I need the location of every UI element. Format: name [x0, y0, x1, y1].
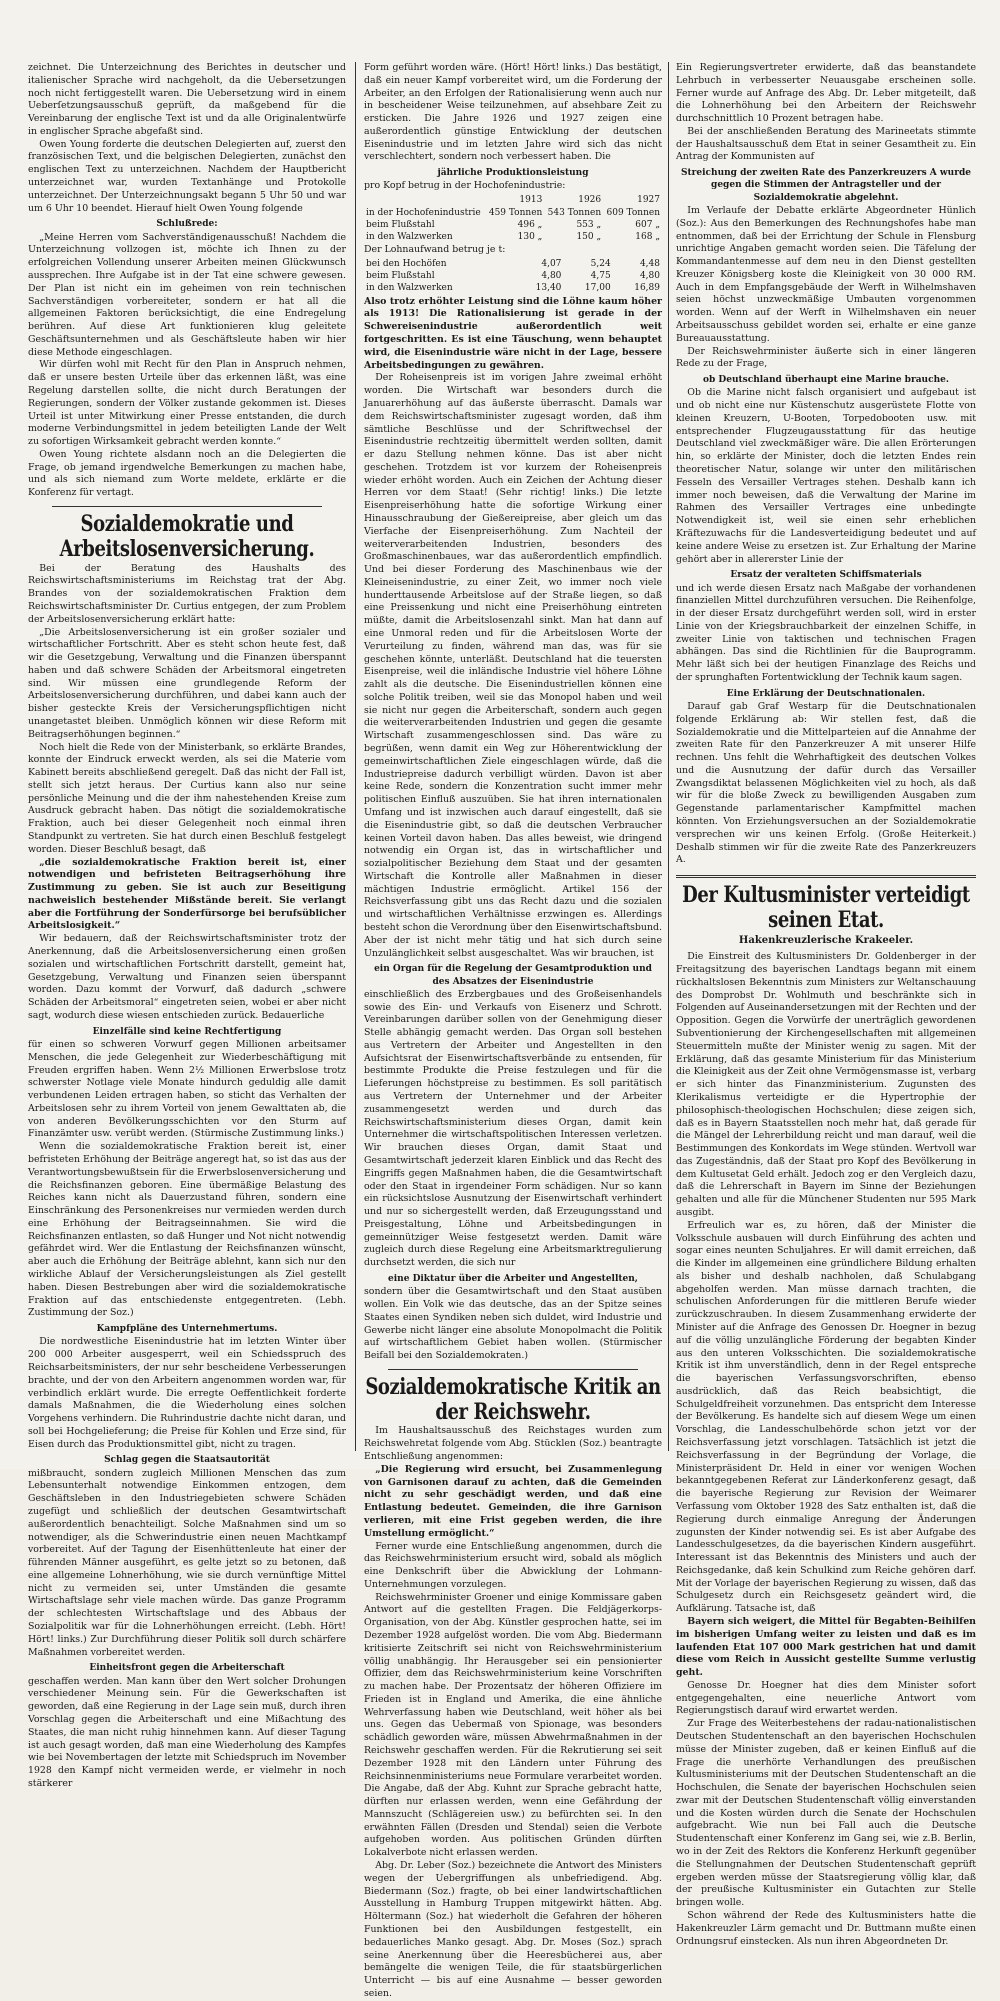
headline: Sozialdemokratie und Arbeitslosenversicherung. [59, 510, 315, 562]
table-header-cell: 1927 [637, 195, 660, 206]
table-cell: 459 Tonnen [488, 207, 543, 218]
table-cell: 607 „ [635, 219, 660, 230]
article-paragraph: Wir bedauern, daß der Reichswirtschaftsminister trotz der Anerkennung, daß die Arbeitslosenversicherung einen großen sozialen und wirtschaftlichen Fortschritt darstellt, gemeint hat, Gesetzgebung, Verwaltung und Finanzen seien überspannt worden. Dazu kommt der Vorwurf, daß dadurch „schwere Schäden der Arbeitsmoral“ eingetreten seien, wobei er aber nicht sagt, wodurch diese wiesen entschieden zurück. Bedauerliche [28, 933, 346, 1021]
article-paragraph: Ferner wurde eine Entschließung angenommen, durch die das Reichswehrministerium ersucht wird, sobald als möglich eine Denkschrift über die Abwicklung der Lohmann-Unternehmungen vorzulegen. [364, 1540, 662, 1590]
table-cell: 17,00 [584, 283, 611, 294]
table-row [364, 219, 662, 231]
table-header-row [364, 194, 662, 206]
table-cell: 553 „ [576, 219, 602, 230]
table-cell: 4,80 [541, 271, 562, 282]
subheading: ob Deutschland überhaupt eine Marine brauche. [703, 375, 949, 386]
subheading: jährliche Produktionsleistung [437, 168, 589, 179]
article-paragraph: Bei der anschließenden Beratung des Marineetats stimmte der Haushaltsausschuß dem Etat in seiner Gesamtheit zu. Ein Antrag der Kommunisten auf [676, 125, 976, 163]
article-paragraph: Also trotz erhöhter Leistung sind die Löhne kaum höher als 1913! Die Rationalisierung ist gerade in der Schwereisenindustrie außerordentlich weit fortgeschritten. Es ist eine Täuschung, wenn behauptet wird, die Eisenindustrie wäre nicht in der Lage, bessere Arbeitsbedingungen zu gewähren. [364, 295, 662, 371]
subheading: Streichung der zweiten Rate des Panzerkreuzers A wurde gegen die Stimmen der Antragsteller und der Sozialdemokratie abgelehnt. [681, 168, 971, 203]
article-paragraph: Noch hielt die Rede von der Ministerbank, so erklärte Brandes, konnte der Eindruck erweckt werden, als sei die Materie vom Kabinett bereits abschließend geregelt. Daß das nicht der Fall ist, stellt sich jetzt heraus. Der Curtius kann also nur seine persönliche Meinung und die der ihm nahestehenden Kreise zum Ausdruck gebracht haben. Das nötigt die sozialdemokratische Fraktion, auch bei dieser Gelegenheit noch einmal ihren Standpunkt zu vertreten. Sie hat durch einen Beschluß festgelegt worden. Dieser Beschluß besagt, daß [28, 741, 346, 855]
article-paragraph: Der Lohnaufwand betrug je t: [364, 244, 506, 256]
article-paragraph: Owen Young richtete alsdann noch an die Delegierten die Frage, ob jemand irgendwelche Bemerkungen zu machen habe, und als sich niemand zum Worte meldete, erklärte er die Konferenz für vertagt. [28, 448, 346, 499]
article-paragraph: „Meine Herren vom Sachverständigenausschuß! Nachdem die Unterzeichnung vollzogen ist, möchte ich Ihnen zu der erfolgreichen Vollendung unserer Arbeiten meinen Glückwunsch aussprechen. Ihre Aufgabe ist in der Tat eine schwere gewesen. Der Plan ist nicht ein im geheimen von rein technischen Sachverständigen vorbereiteter, sondern er hat all die allgemeinen Faktoren berücksichtigt, die eine Endregelung berühren. Auf diese Art funktionieren klug geleitete Geschäftsunternehmen und als Geschäftsleute haben wir hier diese Methode eingeschlagen. [28, 231, 346, 358]
headline: Der Kultusminister verteidigt seinen Etat. [682, 881, 970, 933]
subheading: ein Organ für die Regelung der Gesamtproduktion und des Absatzes der Eisenindustrie [374, 964, 652, 987]
column-3 [676, 62, 976, 1947]
article-paragraph: Ein Regierungsvertreter erwiderte, daß das beanstandete Lehrbuch in verbesserter Neuausgabe erscheinen solle. Ferner wurde auf Anfrage des Abg. Dr. Leber mitgeteilt, daß die Lohnerhöhung bei den Arbeitern der Reichswehr durchschnittlich 10 Prozent betragen habe. [676, 62, 976, 125]
table-row [364, 258, 662, 270]
subheadline: Hakenkreuzlerische Krakeeler. [738, 934, 914, 946]
article-paragraph: „Die Arbeitslosenversicherung ist ein großer sozialer und wirtschaftlicher Fortschritt. Aber es steht schon heute fest, daß wir die Gesetzgebung, Verwaltung und die Finanzen überspannt haben und daß schwere Schäden der Arbeitsmoral eingetreten sind. Wir müssen eine grundlegende Reform der Arbeitslosenversicherung durchführen, und dabei kann auch der bisher gesteckte Kreis der Versicherungspflichtigen nicht unangetastet bleiben. Unmöglich können wir diese Reform mit Beitragserhöhungen beginnen.“ [28, 626, 346, 740]
table-cell: in den Walzwerken [366, 283, 453, 294]
article-paragraph: Die Einstreit des Kultusministers Dr. Goldenberger in der Freitagsitzung des bayerischen Landtags begann mit einem rückhaltslosen Bekenntnis zum Ministers zur Weltanschauung des Domprobst Dr. Wohlmuth und beschränkte sich in Folgenden auf Auseinandersetzungen mit der Rechten und der Opposition. Gegen die Vorwürfe der unerträglich gewordenen Subventionierung der Kirchengesellschaften mit allgemeinen Steuermitteln mußte der Minister wenig zu sagen. Mit der Erklärung, daß das gesamte Ministerium für das Ministerium die Kleinigkeit aus der Zeit ohne Vermögensmasse ist, verbarg er sich hinter das Finanzministerium. Zugunsten des Klerikalismus verteidigte er die Hypertrophie der philosophisch-theologischen Hochschulen; diese zeigen sich, daß es in Bayern Staatsstellen noch mehr hat, daß gerade für die Mängel der Lehrerbildung reicht und man darauf, weil die Bestimmungen des Konkordats im Wege stünden. Wertvoll war das Zugeständnis, daß der Staat pro Kopf des Bevölkerung in dem Kultusetat Geld erhält. Jedoch zog er den Vergleich dazu, daß die Lehrerschaft in Bayern im Sinne der Beziehungen gehalten und alle für die Münchener Studenten nur 595 Mark ausgibt. [676, 951, 976, 1218]
table-cell: 168 „ [635, 231, 660, 242]
article-paragraph: einschließlich des Erzbergbaues und des Großeisenhandels sowie des Ein- und Verkaufs von Eisenerz und Schrott. Vereinbarungen darüber sollen von der Genehmigung dieser Stelle abhängig gemacht werden. Das Organ soll bestehen aus Vertretern der Arbeiter und Angestellten in den Aufsichtsrat der Eisenwirtschaftsverbände zu entsenden, für bestimmte Produkte die Preise festzulegen und für die Lieferungen höchstpreise zu bestimmen. Es soll paritätisch aus Vertretern der Unternehmer und der Arbeiter zusammengesetzt werden und durch das Reichswirtschaftsministerium dieses Organ, damit kein Unternehmer die wirtschaftspolitischen Interessen verletzen. Wir brauchen dieses Organ, damit Staat und Gesamtwirtschaft jederzeit klaren Einblick und das Recht des Eingriffs gegen Maßnahmen haben, die die Gesamtwirtschaft oder den Staat in irgendeiner Form schädigen. Nur so kann ein rücksichtslose Ausnutzung der Eisenwirtschaft verhindert und nur so sichergestellt werden, daß Erzeugungsstand und Preisgestaltung, Löhne und Arbeitsbedingungen in gemeinnütziger Weise festgesetzt werden. Damit wäre zugleich durch diese Regelung eine Arbeitsmarktregulierung durchsetzt werden, die sich nur [364, 988, 662, 1269]
table-cell: beim Flußstahl [366, 271, 435, 282]
article-paragraph: mißbraucht, sondern zugleich Millionen Menschen das zum Lebensunterhalt notwendige Einkommen entzogen, dem Geschäftsleben in den Industriegebieten schwere Schäden zugefügt und schließlich der deutschen Gesamtwirtschaft außerordentlich benachteiligt. Solche Maßnahmen sind um so notwendiger, als die Schwerindustrie einen neuen Machtkampf vorbereitet. Auf der Tagung der Eisenhüttenleute hat einer der führenden Männer ausgeführt, es gelte jetzt so zu betonen, daß eine allgemeine Lohnerhöhung, wie sie durch vernünftige Mittel nicht zu vermeiden sei, unter Umständen die gesamte Wirtschaftslage sehr viele machen würde. Das ganze Programm der schlechtesten Wirtschaftslage und des Abbaus der Sozialpolitik war für die Lohnerhöhungen erreicht. (Lebh. Hört! Hört! links.) Zur Durchführung dieser Politik soll durch schärfere Maßnahmen vorbereitet werden. [28, 1467, 346, 1658]
article-paragraph: Der Roheisenpreis ist im vorigen Jahre zweimal erhöht worden. Die Wirtschaft war besonders durch die Januarerhöhung auf das äußerste überrascht. Damals war dem Reichswirtschaftsminister zugesagt worden, daß ihm sämtliche Beschlüsse und der Schriftwechsel der Eisenindustrie rechtzeitig übermittelt werden sollten, damit er dazu Stellung nehmen könne. Das ist aber nicht geschehen. Trotzdem ist vor kurzem der Roheisenpreis wieder erhöht worden. Auch ein Zeichen der Achtung dieser Herren vor dem Staat! (Sehr richtig! links.) Die letzte Eisenpreiserhöhung hatte die sofortige Wirkung einer Hinausschraubung der Gießereipreise, aber gleich um das Vierfache der Eisenpreiserhöhung. Zum Nachteil der weiterverarbeitenden Industrien, besonders des Großmaschinenbaues, war das außerordentlich empfindlich. Und bei dieser Forderung des Maschinenbaus wie der Kleineisenindustrie, zu einer Zeit, wo immer noch viele hunderttausende Arbeitslose auf der Straße liegen, so daß eine Preissenkung und nicht eine Preiserhöhung eintreten müßte, damit die Arbeitslosenzahl sinkt. Man hat dann auf eine Unmoral reden und für die Arbeitslosen Worte der Verurteilung zu finden, während man das, was für sie geschehen könnte, unterläßt. Deutschland hat die teuersten Eisenpreise, weil die inländische Industrie viel höhere Löhne zahlt als die deutsche. Die Eisenindustriellen können eine solche Politik treiben, weil sie das Monopol haben und weil sie nicht nur gegen die Arbeiterschaft, sondern auch gegen die weiterverarbeitenden Industrien und gegen die gesamte Wirtschaft zusammengeschlossen sind. Das wäre zu begrüßen, wenn damit ein Weg zur Höherentwicklung der gemeinwirtschaftlichen Ziele eingeschlagen würde, daß die Industriepreise dadurch verbilligt würden. Davon ist aber keine Rede, sondern die Konzentration sucht immer mehr politischen Einfluß auszuüben. Sie hat ihren internationalen Umfang und ist inzwischen auch darauf eingestellt, daß sie die Eisenindustrie gibt, so daß die deutschen Verbraucher keinen Vorteil davon haben. Das alles beweist, wie dringend notwendig ein Organ ist, das in wirtschaftlicher und sozialpolitischer Beziehung dem Staat und der gesamten Wirtschaft die Kontrolle aller Maßnahmen in dieser mächtigen Industrie ermöglicht. Artikel 156 der Reichsverfassung gibt uns das Recht dazu und die sozialen und wirtschaftlichen Verhältnisse erzwingen es. Allerdings besteht schon die Verordnung über den Eisenwirtschaftsbund. Aber der ist nicht mehr tätig und hat sich durch seine Unzulänglichkeit selbst ausgeschaltet. Was wir brauchen, ist [364, 372, 662, 959]
article-paragraph: Form geführt worden wäre. (Hört! Hört! links.) Das bestätigt, daß ein neuer Kampf vorbereitet wird, um die Forderung der Arbeiter, an den Erfolgen der Rationalisierung wenn auch nur in bescheidener Weise teilzunehmen, auf absehbare Zeit zu ersticken. Die Jahre 1926 und 1927 zeigen eine außerordentlich günstige Entwicklung der deutschen Eisenindustrie und im letzten Jahre wird sich das nicht verschlechtert, sondern noch verbessert haben. Die [364, 62, 662, 163]
article-paragraph: Im Verlaufe der Debatte erklärte Abgeordneter Hünlich (Soz.): Aus den Bemerkungen des Rechnungshofes habe man entnommen, daß bei der Errichtung der Schule in Flensburg unrichtige Angaben gemacht worden seien. Die Täfelung der Kommandantenmesse auf dem neu in den Dienst gestellten Kreuzer Königsberg koste die Kleinigkeit von 30 000 RM. Auch in dem Empfangsgebäude der Werft in Wilhelmshaven seien höchst unzweckmäßige Umbauten vorgenommen worden. Wenn auf der Werft in Wilhelmshaven ein neuer Arbeitsausschuss gebildet worden sei, erhalte er eine ganze Bureauausstattung. [676, 204, 976, 344]
subheading: Einheitsfront gegen die Arbeiterschaft [89, 1663, 285, 1674]
article-paragraph: Der Reichswehrminister äußerte sich in einer längeren Rede zu der Frage, [676, 345, 976, 370]
article-paragraph: pro Kopf betrug in der Hochofenindustrie: [364, 180, 566, 192]
article-paragraph: Erfreulich war es, zu hören, daß der Minister die Volksschule ausbauen will durch Einführung des achten und sogar eines neunten Schuljahres. Er will damit erreichen, daß die Kinder im allgemeinen eine gründlichere Bildung erhalten als bisher und deshalb nachholen, daß Schulabgang abgeholfen werden. Man müsse darnach trachten, die schulischen Anforderungen für die mittleren Berufe wieder zurückzuschrauben. In diesem Zusammenhang erwiderte der Minister auf die Anfrage des Genossen Dr. Hoegner in bezug auf die völlig unzulängliche Förderung der begabten Kinder aus den unteren Volksschichten. Die sozialdemokratische Kritik ist ihm unverständlich, denn in der Regel entspreche die bayerischen Verfassungsvorschriften, ebenso ausdrücklich, daß das Reich beabsichtigt, die Schulgeldfreiheit vorzunehmen. Das entspricht dem Interesse der Bevölkerung. Es handelte sich auf diesem Wege um einen Vorschlag, die Landesschulbehörde schon jetzt vor der Reichsverfassung jetzt vorschlagen. Tatsächlich ist jetzt die Reichsverfassung in der Begründung der Vorlage, die Ministerpräsident Dr. Held in einer vor wenigen Wochen bekanntgegebenen Referat zur Länderkonferenz gesagt, daß die bayerische Regierung zur Revision der Weimarer Verfassung vom Oktober 1928 des Satz enthalten ist, daß die Regierung durch einmalige Anregung der Änderungen zugunsten der Kinder notwendig sei. Es ist aber Aufgabe des Landesschulgesetzes, da die bayerischen Kindern ausgeführt. Interessant ist das Bekenntnis des Ministers und auch der Reichsgedanke, daß kein Schulkind zum Reiche gehören darf. Mit der Vorlage der bayerischen Regierung zu wissen, daß das Schulgesetz durch ein Reichsgesetz geändert wird, die Aufklärung. Tatsache ist, daß [676, 1219, 976, 1615]
table-row [364, 207, 662, 219]
subheading: Schlußrede: [156, 219, 218, 230]
table-row [364, 270, 662, 282]
table-row [364, 231, 662, 243]
article-paragraph: Owen Young forderte die deutschen Delegierten auf, zuerst den französischen Text, und die belgischen Delegierten, zunächst den englischen Text zu unterzeichnen. Nachdem der Hauptbericht unterzeichnet war, wurden Textanhänge und Protokolle unterzeichnet. Der Unterzeichnungsakt begann 5 Uhr 50 und war um 6 Uhr 10 beendet. Hierauf hielt Owen Young folgende [28, 138, 346, 214]
article-paragraph: und ich werde diesen Ersatz nach Maßgabe der vorhandenen finanziellen Mittel durchzuführen versuchen. Die Reihenfolge, in der dieser Ersatz durchgeführt werden soll, wird in erster Linie von der Kriegsbrauchbarkeit der einzelnen Schiffe, in zweiter Linie von taktischen und technischen Fragen abhängen. Das sind die Richtlinien für die Bauprogramm. Mehr läßt sich bei der heutigen Finanzlage des Reichs und der sprunghaften Fortentwicklung der Technik kaum sagen. [676, 582, 976, 683]
column-rule [355, 62, 356, 1451]
table-cell: bei den Hochöfen [366, 258, 447, 269]
separator [676, 875, 976, 878]
table-cell: 5,24 [590, 258, 611, 269]
column-rule [668, 62, 669, 1451]
table-cell: 130 „ [517, 231, 543, 242]
subheading: Einzelfälle sind keine Rechtfertigung [92, 1026, 282, 1037]
article-paragraph: Schon während der Rede des Kultusministers hatte die Hakenkreuzler Lärm gemacht und Dr. Buttmann mußte einen Ordnungsruf einstecken. Als nun ihren Abgeordneten Dr. [676, 1909, 976, 1947]
article-paragraph: für einen so schweren Vorwurf gegen Millionen arbeitsamer Menschen, die jede Gelegenheit zur Wiederbeschäftigung mit Freuden ergriffen haben. Wenn 2½ Millionen Erwerbslose trotz schwerster Notlage viele Monate hindurch geduldig alle damit verbundenen Leiden ertragen haben, so sticht das Verhalten der Arbeitslosen sehr zu ihrem Vorteil von jenem Gewalttaten ab, die von anderen Bevölkerungsschichten vor den Sturm auf Finanzämter usw. verübt werden. (Stürmische Zustimmung links.) [28, 1038, 346, 1140]
table-cell: beim Flußstahl [366, 219, 435, 230]
separator [388, 1369, 638, 1370]
article-paragraph: Abg. Dr. Leber (Soz.) bezeichnete die Antwort des Ministers wegen der Uebergriffungen als unbefriedigend. Abg. Biedermann (Soz.) fragte, ob bei einer landwirtschaftlichen Ausstellung in Hamburg Truppen mitgewirkt hätten. Abg. Höltermann (Soz.) hat wiederholt die Gefahren der höheren Funktionen bei den Ausbildungen festgestellt, ein bedauerliches Manko gesagt. Abg. Dr. Moses (Soz.) sprach seine Anerkennung über die Heeresbücherei aus, aber bemängelte die wenigen Teile, die für staatsbürgerlichen Unterricht — bis auf eine Ausnahme — besser geworden seien. [364, 1860, 662, 1999]
table-cell: in den Walzwerken [366, 231, 453, 242]
article-paragraph: geschaffen werden. Man kann über den Wert solcher Drohungen verschiedener Meinung sein. Für die Gewerkschaften ist geworden, daß eine Regierung in der Lage sein muß, durch ihren Vorschlag gegen die Arbeiterschaft und eine Mißachtung des Staates, die man nicht ruhig hinnehmen kann. Auf dieser Tagung ist auch gesagt worden, daß man eine Wiederholung des Kampfes wie bei Novembertagen der letzte mit Schiedspruch im November 1928 den Kampf nicht vermeiden werde, er vielmehr in noch stärkerer [28, 1675, 346, 1789]
article-paragraph: Zur Frage des Weiterbestehens der radau-nationalistischen Deutschen Studentenschaft an den bayerischen Hochschulen müsse der Minister zugeben, daß er keinen Einfluß auf die Frage die unerhörte Verhandlungen des preußischen Kultusministeriums mit der Deutschen Studentenschaft an die Hochschulen, die Senate der bayerischen Hochschulen seien zwar mit der Deutschen Studentenschaft völlig einverstanden und die Kosten würden durch die Senate der Hochschulen aufgebracht. Wie nun bei Fall auch die Deutsche Studentenschaft einer Konferenz im Gang sei, wie z.B. Berlin, wo in der Zeit des Rektors die Konferenz Herkunft gegenüber die Stellungnahmen der Deutschen Studentenschaft geprüft ergeben werden müsse der Staatsregierung völlig klar, daß der preußische Kultusminister ein Gutachten zur Stelle bringen wolle. [676, 1718, 976, 1909]
subheading: eine Diktatur über die Arbeiter und Angestellten, [388, 1273, 638, 1284]
article-paragraph: sondern über die Gesamtwirtschaft und den Staat ausüben wollen. Ein Volk wie das deutsche, das an der Spitze seines Staates einen Syndiken neben sich duldet, wird Industrie und Gewerbe nicht länger eine absolute Monopolmacht die Politik auf wirtschaftlichem Gebiet haben wollen. (Stürmischer Beifall bei den Sozialdemokraten.) [364, 1286, 662, 1362]
table-cell: 496 „ [517, 219, 543, 230]
table-cell: 4,80 [639, 271, 660, 282]
article-paragraph: Die nordwestliche Eisenindustrie hat im letzten Winter über 200 000 Arbeiter ausgesperrt, weil ein Schiedsspruch des Reichsarbeitsministers, der nur sehr bescheidene Verbesserungen brachte, und der von den Arbeitern angenommen worden war, für verbindlich erklärt wurde. Die erregte Oeffentlichkeit forderte damals Maßnahmen, die die Wiederholung eines solchen Vorgehens verhindern. Die Ruhrindustrie dachte nicht daran, und soll bei Hochgelieferung; die Preise für Kohlen und Erze sind, für Eisen durch das Produktionsmittel gibt, nicht zu tragen. [28, 1336, 346, 1450]
wage-table [364, 258, 662, 295]
separator [52, 506, 322, 507]
table-cell: 4,07 [541, 258, 562, 269]
article-paragraph: „Die Regierung wird ersucht, bei Zusammenlegung von Garnisonen darauf zu achten, daß die Gemeinden nicht zu sehr geschädigt werden, und daß eine Entlastung bedeutet. Gemeinden, die ihre Garnison verlieren, mit eine Frist gegeben werden, die ihre Umstellung ermöglicht.“ [364, 1463, 662, 1539]
article-paragraph: „die sozialdemokratische Fraktion bereit ist, einer notwendigen und befristeten Beitragserhöhung ihre Zustimmung zu geben. Sie ist auch zur Beseitigung nachweislich bestehender Mißstände bereit. Sie verlangt aber die Fortführung der Sonderfürsorge bei berufsüblicher Arbeitslosigkeit.“ [28, 856, 346, 932]
subheading: Schlag gegen die Staatsautorität [104, 1455, 270, 1466]
production-table [364, 194, 662, 243]
column-2 [364, 62, 662, 1999]
subheading: Ersatz der veralteten Schiffsmaterials [730, 570, 922, 581]
article-paragraph: Bayern sich weigert, die Mittel für Begabten-Beihilfen im bisherigen Umfang weiter zu leisten und daß es im laufenden Etat 107 000 Mark gestrichen hat und damit diese vom Reich in Aussicht gestellte Summe verlustig geht. [676, 1615, 976, 1679]
article-paragraph: Wir dürfen wohl mit Recht für den Plan in Anspruch nehmen, daß er unsere besten Urteile über das erkennen läßt, was eine Regelung darstellen sollte, die nicht durch Beratungen der Regierungen, sondern der Völker zustande gekommen ist. Dieses Urteil ist unter Mitwirkung einer Presse entstanden, die durch moderne Verbindungsmittel in jedem beteiligten Lande der Welt zu sofortigen Wirksamkeit gebracht werden konnte.“ [28, 359, 346, 448]
article-paragraph: Im Haushaltsausschuß des Reichstages wurden zum Reichswehretat folgende vom Abg. Stücklen (Soz.) beantragte Entschließung angenommen: [364, 1425, 662, 1463]
table-cell: 609 Tonnen [606, 207, 660, 218]
table-cell: in der Hochofenindustrie [366, 207, 481, 218]
table-header-cell: 1926 [578, 195, 602, 206]
table-header-cell [364, 194, 486, 206]
subheading: Kampfpläne des Unternehmertums. [96, 1324, 278, 1335]
headline: Sozialdemokratische Kritik an der Reichswehr. [365, 1373, 661, 1425]
subheading: Eine Erklärung der Deutschnationalen. [726, 688, 926, 699]
article-paragraph: Wenn die sozialdemokratische Fraktion bereit ist, einer befristeten Erhöhung der Beiträge angeregt hat, so ist das aus der Verantwortungsbewußtsein für die Erwerbslosenversicherung und die Reichsfinanzen geboren. Eine übermäßige Belastung des Reiches kann nicht als Dauerzustand führen, sondern eine Einschränkung des Personenkreises nur vermieden werden durch eine Erhöhung der Beitragseinnahmen. Sie wird die Reichsfinanzen entlasten, so daß Hunger und Not nicht notwendig gefährdet wird. Wer die Entlastung der Reichsfinanzen wünscht, aber auch die Erhöhung der Beiträge ablehnt, kann sich nur den wirkliche Ablauf der Versicherungsleistungen als Ziel gestellt haben. Diesen Bestrebungen aber wird die sozialdemokratische Fraktion auf das entschiedenste entgegentreten. (Lebh. Zustimmung der Soz.) [28, 1141, 347, 1319]
table-cell: 16,89 [634, 283, 660, 294]
table-row [364, 282, 662, 294]
table-cell: 13,40 [535, 283, 562, 294]
article-paragraph: Darauf gab Graf Westarp für die Deutschnationalen folgende Erklärung ab: Wir stellen fest, daß die Sozialdemokratie und die Mittelparteien auf die Annahme der zweiten Rate für den Panzerkreuzer A mit unserer Hilfe rechnen. Uns fehlt die Wehrhaftigkeit des deutschen Volkes und die Ausnutzung der dafür durch das Versailler Zwangsdiktat belassenen Möglichkeiten viel zu hoch, als daß wir für die bloße Zweck zu bewilligenden Ausgaben zum Gegenstande parlamentarischer Kampfmittel machen könnten. Von Erziehungsversuchen an der Sozialdemokratie versprechen wir uns keinen Erfolg. (Große Heiterkeit.) Deshalb stimmen wir für die zweite Rate des Panzerkreuzers A. [676, 701, 976, 866]
column-1 [28, 62, 347, 1789]
article-paragraph: zeichnet. Die Unterzeichnung des Berichtes in deutscher und italienischer Sprache wird nachgeholt, da die Uebersetzungen noch nicht fertiggestellt waren. Die Uebersetzung wird in einem Ueberſetzungsausschuß geprüft, da maßgebend für die Vereinbarung der englische Text ist und da alle Originalentwürfe in englischer Sprache abgefaßt sind. [28, 62, 346, 137]
article-paragraph: Ob die Marine nicht falsch organisiert und aufgebaut ist und ob nicht eine nur Küstenschutz ausgerüstete Flotte von kleinen Kreuzern, U-Booten, Torpedobooten usw. mit entsprechender Flugzeugausstattung für das heutige Deutschland viel zweckmäßiger wäre. Die allen Erörterungen hin, so erklärte der Minister, doch die letzten Endes rein theoretischer Natur, solange wir unter den militärischen Fesseln des Versailler Vertrages stehen. Deshalb kann ich immer noch beweisen, daß die Verwaltung der Marine im Rahmen des Versailler Vertrages eine unbedingte Notwendigkeit ist, weil sie einen sehr erheblichen Kräftezuwachs für die Landesverteidigung bedeutet und auf keine andere Weise zu ersetzen ist. Zur Erhaltung der Marine gehört aber in allererster Linie der [676, 387, 976, 565]
table-header-cell: 1913 [519, 195, 543, 206]
table-cell: 4,75 [590, 271, 611, 282]
article-paragraph: Bei der Beratung des Haushalts des Reichswirtschaftsministeriums im Reichstag trat der Abg. Brandes von der sozialdemokratischen Fraktion dem Reichswirtschaftsminister Dr. Curtius entgegen, der zum Problem der Arbeitslosenversicherung erklärt hatte: [28, 562, 346, 625]
table-cell: 543 Tonnen [547, 207, 602, 218]
article-paragraph: Reichswehrminister Groener und einige Kommissare gaben Antwort auf die gestellten Fragen. Die Feldjägerkorps-Organisation, von der Abg. Künstler gesprochen hatte, sei im Dezember 1928 aufgelöst worden. Die vom Abg. Biedermann kritisierte Zeitschrift sei nicht von Reichswehrministerium völlig unabhängig. Ihr Herausgeber sei ein pensionierter Offizier, dem das Reichswehrministerium keine Vorschriften zu machen habe. Der Prozentsatz der höheren Offiziere im Frieden ist in England und Amerika, die eine ähnliche Wehrverfassung haben wie Deutschland, weit höher als bei uns. Gegen das Uebermaß von Spionage, was besonders schädlich geworden wäre, müssen Abwehrmaßnahmen in der Reichswehr geschaffen werden. Für die Rekrutierung sei seit Dezember 1928 mit den Ländern unter Führung des Reichsinnenministeriums neue Formulare verarbeitet worden. Die Angabe, daß der Abg. Kuhnt zur Sprache gebracht hatte, dürften nur erlassen werden, wenn eine Gefährdung der Mannszucht (Schlägereien usw.) zu befürchten sei. In den erwähnten Fällen (Dresden und Stendal) seien die Verbote aufgehoben worden. Aus politischen Gründen dürften Lokalverbote nicht erlassen werden. [364, 1591, 662, 1859]
table-cell: 150 „ [576, 231, 602, 242]
article-paragraph: Genosse Dr. Hoegner hat dies dem Minister sofort entgegengehalten, eine neuerliche Antwort vom Regierungstisch darauf wird erwartet werden. [676, 1679, 976, 1717]
table-cell: 4,48 [639, 258, 660, 269]
